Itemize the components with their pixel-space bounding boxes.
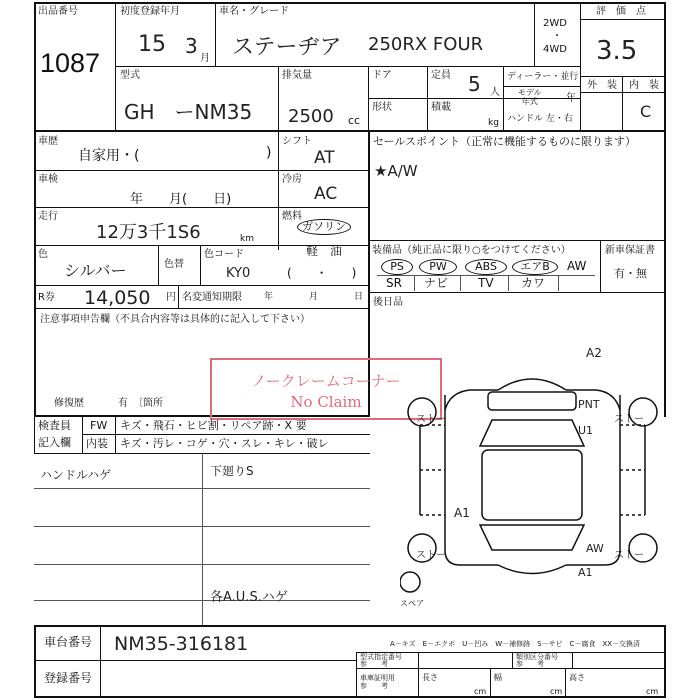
- color-label: 色: [38, 249, 48, 260]
- class-text: 類別区分番号 参 考: [516, 653, 558, 668]
- recycle-unit: 円: [166, 292, 176, 303]
- inspector-note-2: 下廻りS: [210, 464, 254, 478]
- mark-rear-right: ストー: [614, 550, 644, 561]
- car-diagram: [400, 350, 665, 605]
- mark-a1-rear: A1: [578, 566, 593, 579]
- load-label: 積載: [431, 102, 451, 113]
- inspector-label-2: 記入欄: [38, 436, 71, 449]
- drive-2wd: 2WD: [543, 18, 567, 29]
- stamp-line1: ノークレームコーナー: [251, 372, 401, 390]
- load-unit: kg: [488, 118, 499, 128]
- width-cm: cm: [550, 687, 563, 696]
- mark-pnt: PNT: [578, 398, 600, 411]
- handle-label: ハンドル 左・右: [507, 114, 573, 124]
- equip-sr: SR: [386, 276, 402, 290]
- interior-label: 内 装: [629, 80, 659, 91]
- chassis-value: NM35-316181: [114, 633, 249, 655]
- mileage-label: 走行: [38, 211, 58, 222]
- model-year-text: モデル 年式: [518, 88, 542, 106]
- stamp-line2: No Claim: [290, 393, 362, 411]
- lot-number: 1087: [40, 48, 101, 78]
- capacity-value: 5: [468, 72, 481, 96]
- rating-value: 3.5: [596, 36, 638, 66]
- mark-u1: U1: [578, 424, 594, 437]
- fw-text: キズ・飛石・ヒビ割・リペア跡・X 要: [120, 419, 307, 432]
- equipment-div-4: [558, 276, 559, 291]
- cooling-label: 冷房: [282, 174, 302, 185]
- inspection-label: 車検: [38, 174, 58, 185]
- length-cm: cm: [474, 687, 487, 696]
- lot-label: 出品番号: [38, 6, 78, 17]
- fuel-diesel: 軽 油: [306, 244, 343, 258]
- color-no-value: KY0: [226, 266, 251, 281]
- doors-label: ドア: [372, 70, 392, 81]
- equip-leather: カワ: [521, 276, 546, 290]
- inspector-note-3: 各A.U.S.ハゲ: [210, 590, 288, 605]
- interior-grade: C: [640, 102, 652, 121]
- length-label: 長さ: [422, 673, 438, 682]
- displacement-label: 排気量: [282, 70, 312, 81]
- displacement-unit: cc: [348, 114, 361, 127]
- notes-label: 注意事項申告欄（不具合内容等は具体的に記入して下さい）: [40, 314, 310, 325]
- interior-inspect-text: キズ・汚レ・コゲ・穴・スレ・キレ・破レ: [120, 437, 329, 450]
- type-approval-text: 型式指定番号 参 考: [360, 653, 402, 668]
- fuel-other: ( ・ ): [287, 266, 357, 280]
- model-year-label: [518, 88, 542, 106]
- name-change-label: 名変通知期限: [182, 292, 242, 303]
- recycle-label: R券: [38, 292, 55, 303]
- history-label: 車歴: [38, 136, 58, 147]
- equip-tv: TV: [478, 276, 494, 290]
- first-reg-year: 15: [138, 32, 166, 57]
- warranty-label: 新車保証書: [605, 245, 655, 256]
- type-label: 型式: [120, 70, 140, 81]
- history-value: 自家用・(: [78, 148, 140, 164]
- mark-front-left: ストー: [416, 414, 446, 425]
- equipment-div-3: [508, 276, 509, 291]
- shape-label: 形状: [372, 102, 392, 113]
- name-change-ymd: 年 月 日: [264, 292, 364, 302]
- history-close: ): [266, 145, 272, 161]
- height-label: 高さ: [569, 673, 585, 682]
- drive-4wd: 4WD: [543, 44, 567, 55]
- spare-label: スペア: [400, 599, 424, 608]
- capacity-label: 定員: [431, 70, 451, 81]
- displacement-value: 2500: [288, 106, 334, 127]
- fuel-gasoline: ガソリン: [297, 219, 351, 235]
- color-value: シルバー: [64, 261, 127, 280]
- cooling-value: AC: [314, 184, 338, 204]
- rating-label: 評 価 点: [596, 6, 646, 17]
- type-value: GH ーNM35: [124, 100, 253, 124]
- sales-points-value: ★A/W: [374, 162, 418, 180]
- equip-ps: PS: [381, 259, 413, 275]
- interior-inspect-label: 内装: [86, 437, 108, 450]
- mark-rear-left: ストー: [416, 550, 446, 561]
- month-unit: 月: [200, 53, 210, 64]
- mark-a1-left: A1: [454, 506, 470, 520]
- first-reg-label: 初度登録年月: [120, 6, 180, 17]
- fw-label: FW: [90, 419, 108, 432]
- equip-navi: ナビ: [424, 276, 449, 290]
- shift-value: AT: [314, 148, 335, 168]
- equip-aw: AW: [567, 259, 587, 273]
- equip-pw: PW: [419, 259, 457, 275]
- height-cm: cm: [646, 687, 659, 696]
- cert-label: [360, 674, 395, 690]
- equipment-div-1: [414, 276, 415, 291]
- equip-airbag: エアB: [512, 259, 558, 275]
- recycle-value: 14,050: [84, 287, 151, 309]
- equip-abs: ABS: [465, 259, 507, 275]
- mileage-unit: km: [240, 234, 254, 244]
- chassis-label: 車台番号: [44, 635, 93, 649]
- mark-front-right: ストー: [614, 414, 644, 425]
- warranty-value: 有・無: [614, 267, 647, 280]
- grade: 250RX FOUR: [368, 34, 484, 55]
- inspector-label-1: 検査員: [38, 419, 71, 432]
- inspection-ymd: 年 月( 日): [130, 192, 232, 207]
- cert-text: 車庫証明用 参 考: [360, 674, 395, 690]
- equipment-label: 装備品（純正品に限り○をつけてください）: [372, 245, 571, 256]
- reg-label: 登録番号: [44, 671, 93, 685]
- width-label: 幅: [494, 673, 502, 682]
- capacity-unit: 人: [490, 87, 500, 98]
- equipment-divider: [377, 275, 595, 276]
- equipment-div-2: [460, 276, 461, 291]
- sales-points-label: セールスポイント（正常に機能するものに限ります）: [373, 135, 637, 148]
- dealer-label: ディーラー・並行: [507, 72, 579, 82]
- mileage-value: 12万3千1S6: [96, 222, 201, 243]
- shift-label: シフト: [282, 136, 312, 147]
- color-change-label: 色替: [164, 259, 184, 270]
- mark-aw: AW: [586, 542, 604, 555]
- fuel-label: 燃料: [282, 211, 302, 222]
- drive-dot: ・: [552, 31, 562, 42]
- repair-value: 有 〔箇所: [118, 398, 163, 409]
- year-unit: 年: [566, 93, 576, 104]
- type-approval-label: [360, 654, 402, 668]
- first-reg-month: 3: [185, 34, 198, 58]
- inspector-note-1: ハンドルハゲ: [40, 468, 112, 482]
- damage-legend: A－キズ E－エクボ U－凹み W－補修跡 S－サビ C－腐食 XX－交換済: [390, 640, 641, 648]
- mark-a2: A2: [586, 346, 602, 360]
- model-label: 車名・グレード: [219, 6, 289, 17]
- color-no-label: 色コード: [204, 249, 244, 260]
- exterior-label: 外 装: [587, 80, 617, 91]
- model-name: ステーヂア: [232, 35, 342, 60]
- after-equipment-label: 後日品: [373, 297, 403, 308]
- class-label: [516, 654, 558, 668]
- repair-label: 修復歴: [54, 398, 84, 409]
